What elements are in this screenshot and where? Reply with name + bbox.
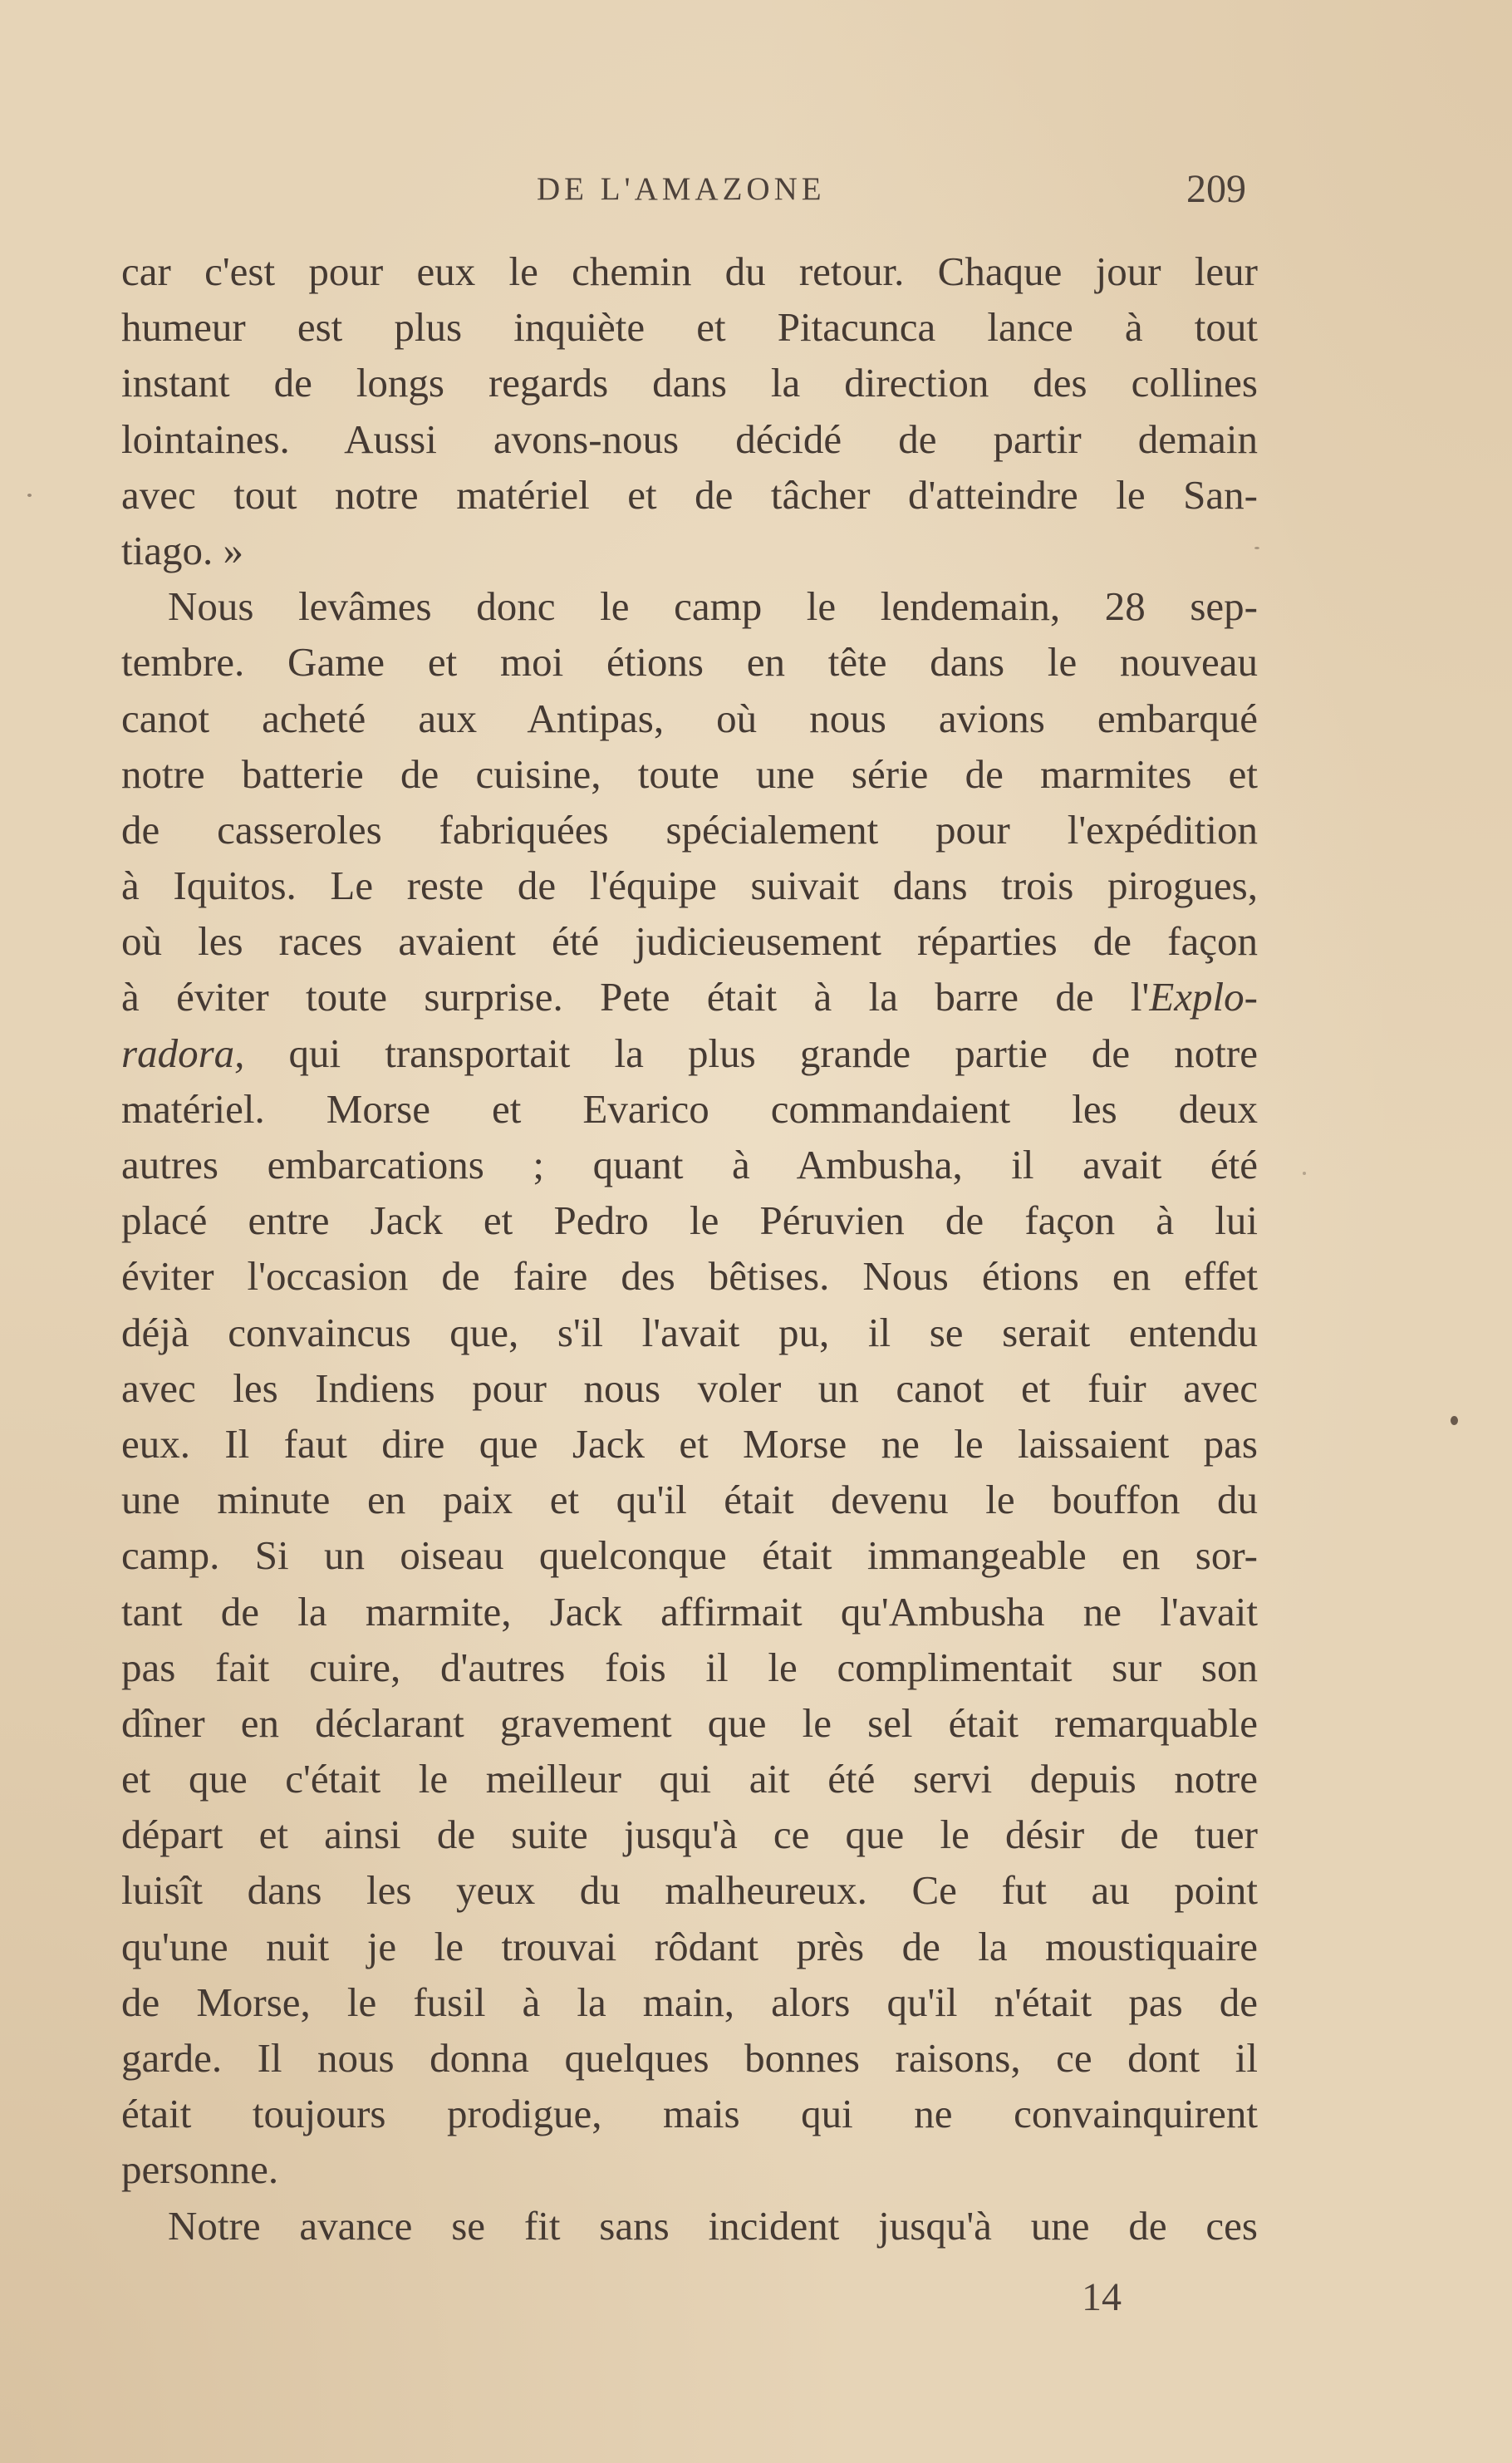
- text-line: dîner en déclarant gravement que le sel était remarquable: [121, 1699, 1258, 1746]
- text-line: car c'est pour eux le chemin du retour. Chaque jour leur: [121, 248, 1258, 294]
- page-number: 209: [1186, 167, 1246, 211]
- text-line: notre batterie de cuisine, toute une série de marmites et: [121, 750, 1258, 797]
- text-line: à Iquitos. Le reste de l'équipe suivait dans trois pirogues,: [121, 863, 1258, 909]
- text-line: eux. Il faut dire que Jack et Morse ne le laissaient pas: [121, 1420, 1258, 1467]
- text-line: [121, 969, 1258, 1025]
- text-line: déjà convaincus que, s'il l'avait pu, il se serait entendu: [121, 1309, 1258, 1355]
- text-line: tiago. »: [121, 527, 243, 573]
- text-line: personne.: [121, 2146, 279, 2193]
- text-line: avec tout notre matériel et de tâcher d'atteindre le San-: [121, 471, 1258, 518]
- text-line: tembre. Game et moi étions en tête dans le nouveau: [121, 639, 1258, 686]
- running-head-title: DE L'AMAZONE: [537, 171, 826, 207]
- ship-name-italic-continued: radora,: [121, 1030, 245, 1076]
- text-line: camp. Si un oiseau quelconque était immangeable en sor-: [121, 1532, 1258, 1579]
- text-line: et que c'était le meilleur qui ait été servi depuis notre: [121, 1756, 1258, 1802]
- text-line: tant de la marmite, Jack affirmait qu'Ambusha ne l'avait: [121, 1588, 1258, 1635]
- text-line: départ et ainsi de suite jusqu'à ce que le désir de tuer: [121, 1812, 1258, 1858]
- paragraph-start-line: Nous levâmes donc le camp le lendemain, 28 sep-: [168, 583, 1258, 630]
- text-line: luisît dans les yeux du malheureux. Ce fut au point: [121, 1867, 1258, 1914]
- ship-name-italic: Explo-: [1149, 974, 1258, 1020]
- paper-speck: [1451, 1416, 1458, 1425]
- paper-speck: [27, 494, 32, 497]
- text-line: qu'une nuit je le trouvai rôdant près de la moustiquaire: [121, 1923, 1258, 1969]
- text-line: autres embarcations ; quant à Ambusha, il avait été: [121, 1142, 1258, 1187]
- running-head: [0, 165, 1512, 214]
- text-line: garde. Il nous donna quelques bonnes raisons, ce dont il: [121, 2035, 1258, 2081]
- text-line: de casseroles fabriquées spécialement pour l'expédition: [121, 806, 1258, 853]
- printer-signature-mark: 14: [1082, 2275, 1122, 2319]
- text-line: où les races avaient été judicieusement réparties de façon: [121, 918, 1258, 965]
- text-line: éviter l'occasion de faire des bêtises. Nous étions en effet: [121, 1253, 1258, 1300]
- body-text: [121, 243, 1258, 2254]
- text-line: matériel. Morse et Evarico commandaient les deux: [121, 1085, 1258, 1132]
- text-line: canot acheté aux Antipas, où nous avions embarqué: [121, 695, 1258, 741]
- text-line: pas fait cuire, d'autres fois il le complimentait sur son: [121, 1644, 1258, 1690]
- paper-speck: [1303, 1172, 1306, 1175]
- text-line: une minute en paix et qu'il était devenu le bouffon du: [121, 1477, 1258, 1523]
- text-line: était toujours prodigue, mais qui ne convainquirent: [121, 2091, 1258, 2137]
- text-line: placé entre Jack et Pedro le Péruvien de façon à lui: [121, 1197, 1258, 1244]
- text-line: de Morse, le fusil à la main, alors qu'il n'était pas de: [121, 1979, 1258, 2025]
- text-line: humeur est plus inquiète et Pitacunca lance à tout: [121, 304, 1258, 351]
- text-line: [121, 1025, 1258, 1081]
- paper-speck: [1254, 547, 1259, 549]
- text-line: avec les Indiens pour nous voler un canot et fuir avec: [121, 1364, 1258, 1411]
- paragraph-start-line: Notre avance se fit sans incident jusqu'à une de ces: [168, 2202, 1258, 2249]
- text-segment: qui transportait la plus grande partie de notre: [244, 1030, 1258, 1076]
- text-line: instant de longs regards dans la direction des collines: [121, 360, 1258, 406]
- text-segment: à éviter toute surprise. Pete était à la barre de l': [121, 974, 1150, 1020]
- text-line: lointaines. Aussi avons-nous décidé de partir demain: [121, 415, 1258, 462]
